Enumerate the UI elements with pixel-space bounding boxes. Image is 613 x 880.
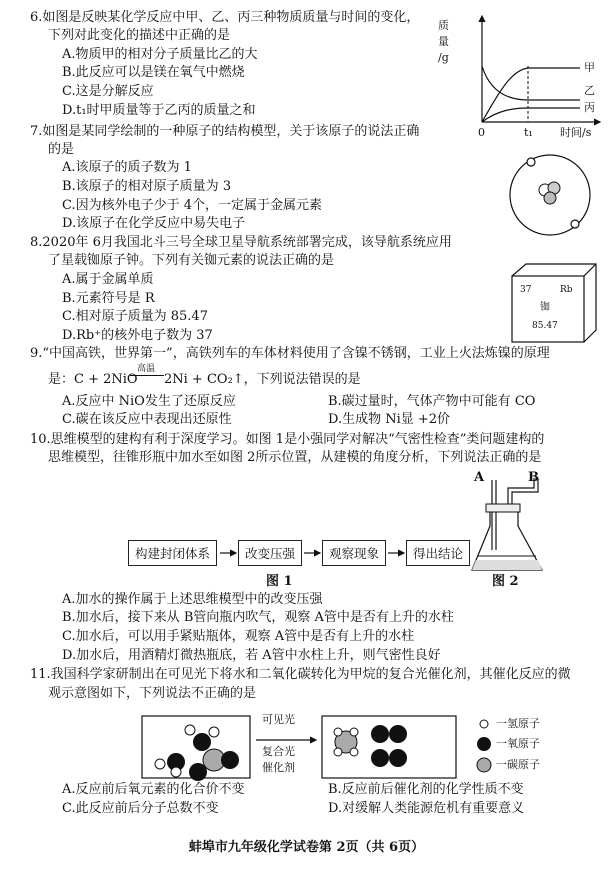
q10-flow-step-1: 构建封闭体系	[128, 540, 217, 566]
q9-option-b: B.碳过量时，气体产物中可能有 CO	[328, 394, 536, 409]
q11-stem-cont: 观示意图如下，下列说法不正确的是	[48, 686, 257, 701]
q6-option-c: C.这是分解反应	[62, 84, 154, 99]
q11-option-a: A.反应前后氧元素的化合价不变	[62, 782, 245, 797]
q6-t1: t₁	[524, 126, 533, 139]
q11-arrow-label-3: 催化剂	[262, 761, 295, 774]
q6-xlabel: 时间/s	[560, 126, 592, 139]
q9-reaction-arrow	[130, 375, 164, 376]
q10-option-d: D.加水后，用酒精灯微热瓶底，若 A管中水柱上升，则气密性良好	[62, 648, 441, 663]
q11-option-c: C.此反应前后分子总数不变	[62, 801, 219, 816]
q9-option-a: A.反应中 NiO发生了还原反应	[62, 394, 236, 409]
q10-flow-step-4: 得出结论	[406, 540, 470, 566]
q10-fig2-label: 图 2	[492, 574, 519, 589]
q11-arrow-label-1: 可见光	[262, 713, 295, 726]
q11-arrow-label-2: 复合光	[262, 745, 295, 758]
q6-option-a: A.物质甲的相对分子质量比乙的大	[62, 47, 258, 62]
q7-option-c: C.因为核外电子少于 4个，一定属于金属元素	[62, 198, 323, 213]
q10-option-a: A.加水的操作属于上述思维模型中的改变压强	[62, 592, 323, 607]
q10-tube-b-label: B	[528, 470, 539, 485]
q7-atom-model	[505, 150, 595, 240]
q6-stem: 6.如图是反映某化学反应中甲、乙、丙三种物质质量与时间的变化，	[30, 10, 420, 25]
q10-flow-step-3: 观察现象	[322, 540, 386, 566]
q10-flow-step-2: 改变压强	[238, 540, 302, 566]
q8-stem-cont: 了星载铷原子钟。下列有关铷元素的说法正确的是	[48, 253, 335, 268]
q11-stem: 11.我国科学家研制出在可见光下将水和二氧化碳转化为甲烷的复合光催化剂，其催化反应的微	[30, 667, 571, 682]
q7-stem-cont: 的是	[48, 142, 75, 157]
q8-option-b: B.元素符号是 R	[62, 291, 155, 306]
q10-flow-arrows	[218, 544, 418, 562]
q10-fig1-label: 图 1	[266, 574, 293, 589]
q11-legend-icons	[474, 716, 494, 774]
q10-option-c: C.加水后，可以用手紧贴瓶体，观察 A管中是否有上升的水柱	[62, 629, 415, 644]
q8-atomic-number: 37	[520, 285, 532, 295]
q11-option-d: D.对缓解人类能源危机有重要意义	[328, 801, 525, 816]
q7-stem: 7.如图是某同学绘制的一种原子的结构模型，关于该原子的说法正确	[30, 124, 420, 139]
q8-element-name: 铷	[540, 302, 550, 313]
q11-legend-oxygen: 一氧原子	[496, 737, 540, 750]
q8-option-d: D.Rb⁺的核外电子数为 37	[62, 328, 213, 343]
q8-symbol: Rb	[560, 285, 573, 295]
q9-option-c: C.碳在该反应中表现出还原性	[62, 412, 232, 427]
q6-series-bing: 丙	[584, 101, 595, 114]
q7-option-d: D.该原子在化学反应中易失电子	[62, 216, 246, 231]
q6-mass-time-graph	[430, 10, 605, 140]
q6-series-yi: 乙	[584, 84, 595, 97]
q7-option-a: A.该原子的质子数为 1	[62, 160, 192, 175]
q8-atomic-mass: 85.47	[532, 321, 558, 331]
q11-legend-hydrogen: 一氢原子	[496, 717, 540, 730]
q9-equation-right: 2Ni + CO₂↑，下列说法错误的是	[164, 372, 361, 387]
q6-ylabel-mid: 量	[438, 35, 449, 48]
q11-micro-diagram	[140, 712, 460, 784]
q10-option-b: B.加水后，接下来从 B管向瓶内吹气，观察 A管中是否有上升的水柱	[62, 610, 454, 625]
q6-option-d: D.t₁时甲质量等于乙丙的质量之和	[62, 103, 256, 118]
q10-tube-a-label: A	[474, 470, 485, 485]
page-footer: 蚌埠市九年级化学试卷第 2页（共 6页）	[188, 840, 425, 855]
q10-stem: 10.思维模型的建构有利于深度学习。如图 1是小强同学对解决“气密性检查”类问题建构的	[30, 432, 545, 447]
q6-ylabel-unit: /g	[438, 51, 449, 64]
q9-stem: 9.“中国高铁，世界第一”，高铁列车的车体材料使用了含镍不锈钢，工业上火法炼镍的原理	[30, 346, 550, 361]
q8-stem: 8.2020年 6月我国北斗三号全球卫星导航系统部署完成，该导航系统应用	[30, 235, 452, 250]
q8-option-a: A.属于金属单质	[62, 272, 154, 287]
q11-legend-carbon: 一碳原子	[496, 758, 540, 771]
q11-option-b: B.反应前后催化剂的化学性质不变	[328, 782, 524, 797]
q7-option-b: B.该原子的相对原子质量为 3	[62, 179, 232, 194]
q6-series-jia: 甲	[584, 61, 595, 74]
q6-option-b: B.此反应可以是镁在氧气中燃烧	[62, 65, 245, 80]
q10-stem-cont: 思维模型，往锥形瓶中加水至如图 2所示位置，从建模的角度分析，下列说法正确的是	[48, 450, 542, 465]
q10-flask-apparatus	[468, 470, 558, 580]
q9-option-d: D.生成物 Ni显 +2价	[328, 412, 451, 427]
q6-stem-cont: 下列对此变化的描述中正确的是	[48, 28, 231, 43]
q9-equation-left: 是：C + 2NiO	[48, 372, 138, 387]
q6-ylabel-top: 质	[438, 19, 449, 32]
q6-origin: 0	[478, 126, 485, 139]
q9-condition: 高温	[137, 364, 156, 374]
q8-option-c: C.相对原子质量为 85.47	[62, 309, 208, 324]
